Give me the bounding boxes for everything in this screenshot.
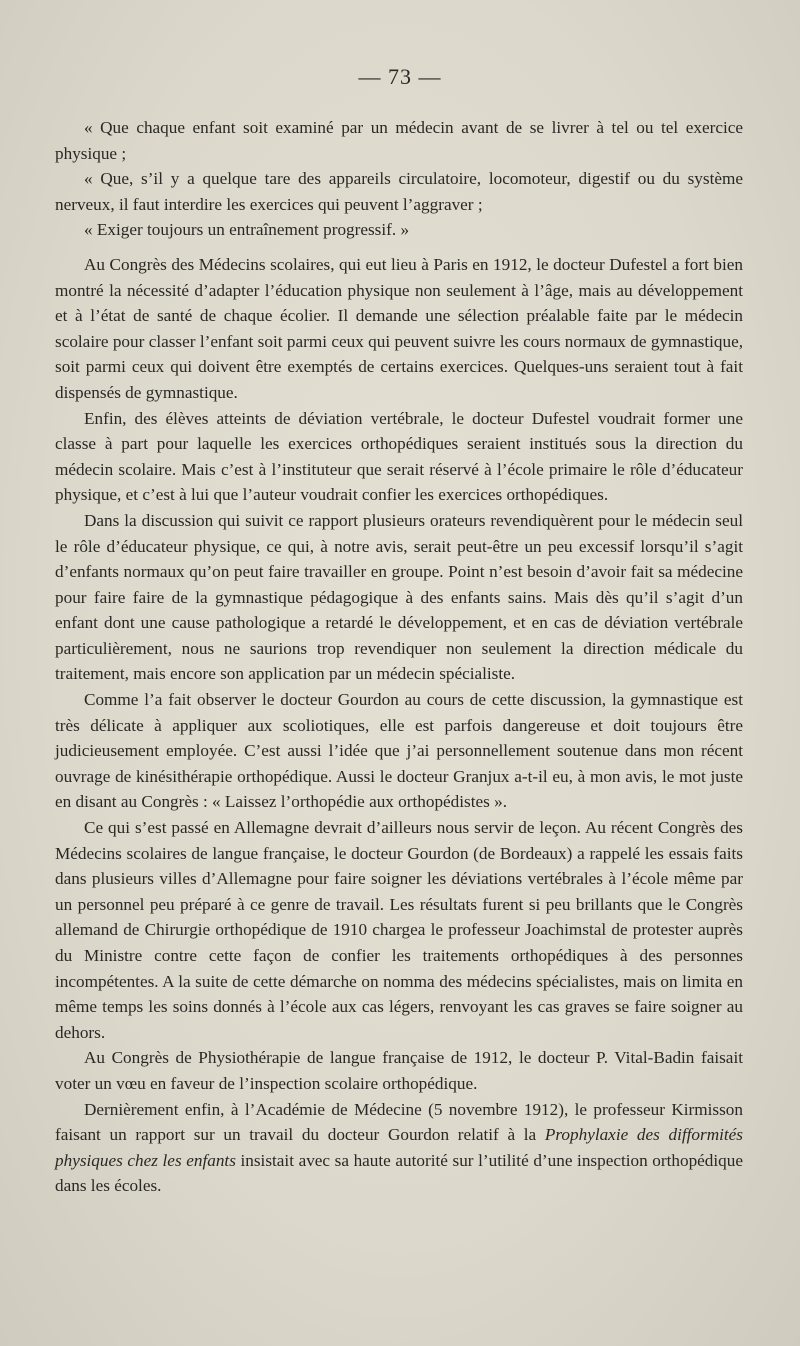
paragraph: Au Congrès des Médecins scolaires, qui eut lieu à Paris en 1912, le docteur Dufestel a fort bien montré la nécessité d’adapter l’éducation physique non seulement à l’âge, mais au développement et à l’état de santé de chaque écolier. Il demande une sélection préalable faite par le médecin scolaire pour classer l’enfant soit parmi ceux qui peuvent suivre les cours normaux de gymnastique, soit parmi ceux qui doivent être exemptés de certains exercices. Quelques-uns seraient tout à fait dispensés de gymnastique. — [55, 254, 743, 402]
book-title: Prophylaxie des difformités physiques chez les enfants — [55, 1125, 743, 1170]
paragraph: Enfin, des élèves atteints de déviation vertébrale, le docteur Dufestel voudrait former une classe à part pour laquelle les exercices orthopédiques seraient institués sous la direction du médecin scolaire. Mais c’est à l’instituteur que serait réservé à l’école primaire le rôle d’éducateur physique, et c’est à lui que l’auteur voudrait confier les exercices orthopédiques. — [55, 408, 743, 505]
body-text — [55, 115, 743, 1199]
text-run: insistait avec sa haute autorité sur l’utilité d’une inspection orthopédique dans les écoles. — [55, 1150, 743, 1196]
paragraph-last — [55, 1097, 743, 1199]
paragraph: « Exiger toujours un entraînement progressif. » — [84, 220, 410, 240]
paragraph: Au Congrès de Physiothérapie de langue française de 1912, le docteur P. Vital-Badin faisait voter un vœu en faveur de l’inspection scolaire orthopédique. — [55, 1048, 743, 1093]
paragraph: « Que chaque enfant soit examiné par un médecin avant de se livrer à tel ou tel exercice physique ; — [55, 118, 743, 163]
paragraph: « Que, s’il y a quelque tare des appareils circulatoire, locomoteur, digestif ou du système nerveux, il faut interdire les exercices qui peuvent l’aggraver ; — [55, 169, 743, 214]
paragraph: Comme l’a fait observer le docteur Gourdon au cours de cette discussion, la gymnastique est très délicate à appliquer aux scoliotiques, elle est parfois dangereuse et doit toujours être judicieusement employée. C’est aussi l’idée que j’ai personnellement soutenue dans mon récent ouvrage de kinésithérapie orthopédique. Aussi le docteur Granjux a-t-il eu, à mon avis, le mot juste en disant au Congrès : « Laissez l’orthopédie aux orthopédistes ». — [55, 690, 743, 812]
paragraph: Ce qui s’est passé en Allemagne devrait d’ailleurs nous servir de leçon. Au récent Congrès des Médecins scolaires de langue française, le docteur Gourdon (de Bordeaux) a rappelé les essais faits dans plusieurs villes d’Allemagne pour faire soigner les déviations vertébrales à l’école même par un personnel peu préparé à ce genre de travail. Les résultats furent si peu brillants que le Congrès allemand de Chirurgie orthopédique de 1910 chargea le professeur Joachimstal de protester auprès du Ministre contre cette façon de confier les traitements orthopédiques à des personnes incompétentes. A la suite de cette démarche on nomma des médecins spécialistes, mais on limita en même temps les soins donnés à l’école aux cas légers, renvoyant les cas graves se faire soigner au dehors. — [55, 818, 743, 1042]
text-run: Dernièrement enfin, à l’Académie de Médecine (5 novembre 1912), le professeur Kirmisson faisant un rapport sur un travail du docteur Gourdon relatif à la — [55, 1099, 743, 1145]
paragraph: Dans la discussion qui suivit ce rapport plusieurs orateurs revendiquèrent pour le médecin seul le rôle d’éducateur physique, ce qui, à notre avis, serait peut-être un peu excessif lorsqu’il s’agit d’enfants normaux qu’on peut faire travailler en groupe. Point n’est besoin d’avoir fait sa médecine pour faire faire de la gymnastique pédagogique à des enfants sains. Mais dès qu’il s’agit d’un enfant dont une cause pathologique a retardé le développement, et en cas de déviation vertébrale particulièrement, nous ne saurions trop revendiquer non seulement la direction médicale du traitement, mais encore son application par un médecin spécialiste. — [55, 510, 743, 684]
page-number: — 73 — — [358, 64, 442, 89]
